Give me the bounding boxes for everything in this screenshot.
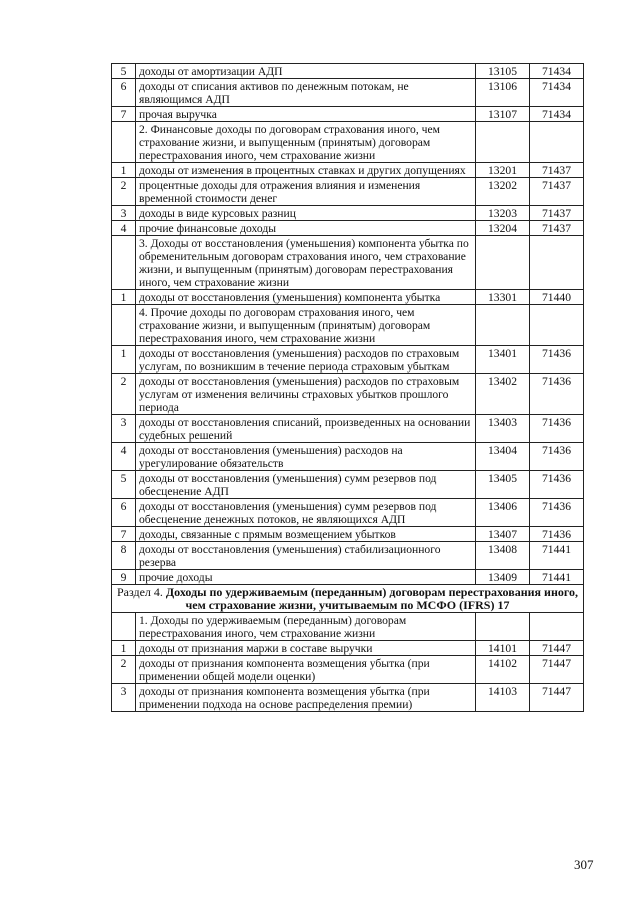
table-row xyxy=(112,305,584,346)
row-number xyxy=(112,305,136,346)
row-description: 4. Прочие доходы по договорам страхования иного, чем страхование жизни, и выпущенным (принятым) договорам перестрахования иного, чем страхование жизни xyxy=(136,305,476,346)
row-number: 2 xyxy=(112,656,136,684)
table-row xyxy=(112,79,584,107)
row-code: 13404 xyxy=(476,443,530,471)
row-number: 3 xyxy=(112,415,136,443)
row-account: 71440 xyxy=(530,290,584,305)
row-number: 1 xyxy=(112,163,136,178)
row-description: доходы от признания маржи в составе выручки xyxy=(136,641,476,656)
row-account: 71436 xyxy=(530,415,584,443)
row-number: 9 xyxy=(112,570,136,585)
accounts-table xyxy=(111,63,584,712)
row-account: 71434 xyxy=(530,107,584,122)
row-account: 71437 xyxy=(530,221,584,236)
row-description: доходы от восстановления списаний, произведенных на основании судебных решений xyxy=(136,415,476,443)
row-account: 71437 xyxy=(530,206,584,221)
section-title: Доходы по удерживаемым (переданным) договорам перестрахования иного, чем страхование жизни, учитываемым по МСФО (IFRS) 17 xyxy=(165,585,579,612)
row-number: 7 xyxy=(112,107,136,122)
table-row xyxy=(112,346,584,374)
row-description: 2. Финансовые доходы по договорам страхования иного, чем страхование жизни, и выпущенным (принятым) договорам перестрахования иного, чем страхование жизни xyxy=(136,122,476,163)
row-description: доходы от списания активов по денежным потокам, не являющимся АДП xyxy=(136,79,476,107)
row-number: 2 xyxy=(112,374,136,415)
row-number: 1 xyxy=(112,290,136,305)
row-code: 13203 xyxy=(476,206,530,221)
row-code: 13408 xyxy=(476,542,530,570)
row-number xyxy=(112,236,136,290)
row-account: 71447 xyxy=(530,641,584,656)
row-number: 6 xyxy=(112,499,136,527)
row-description: доходы от признания компонента возмещения убытка (при применении общей модели оценки) xyxy=(136,656,476,684)
row-description: доходы, связанные с прямым возмещением убытков xyxy=(136,527,476,542)
row-number: 1 xyxy=(112,641,136,656)
row-code xyxy=(476,236,530,290)
row-number: 5 xyxy=(112,64,136,79)
table-row xyxy=(112,570,584,585)
row-code: 14102 xyxy=(476,656,530,684)
row-description: доходы от амортизации АДП xyxy=(136,64,476,79)
table-row xyxy=(112,415,584,443)
row-description: 1. Доходы по удерживаемым (переданным) договорам перестрахования иного, чем страхование жизни xyxy=(136,613,476,641)
row-account: 71441 xyxy=(530,570,584,585)
row-number: 5 xyxy=(112,471,136,499)
row-account: 71436 xyxy=(530,471,584,499)
row-code: 13107 xyxy=(476,107,530,122)
table-row xyxy=(112,206,584,221)
row-code: 13301 xyxy=(476,290,530,305)
row-code: 13407 xyxy=(476,527,530,542)
row-description: доходы от восстановления (уменьшения) стабилизационного резерва xyxy=(136,542,476,570)
table-row xyxy=(112,684,584,712)
row-description: процентные доходы для отражения влияния и изменения временной стоимости денег xyxy=(136,178,476,206)
row-number: 4 xyxy=(112,443,136,471)
row-account: 71447 xyxy=(530,684,584,712)
row-account: 71436 xyxy=(530,374,584,415)
row-code: 13105 xyxy=(476,64,530,79)
row-code: 13401 xyxy=(476,346,530,374)
row-number: 2 xyxy=(112,178,136,206)
row-account xyxy=(530,236,584,290)
table-row xyxy=(112,471,584,499)
row-code: 13402 xyxy=(476,374,530,415)
row-description: доходы от восстановления (уменьшения) расходов по страховым услугам от изменения величины страховых убытков прошлого периода xyxy=(136,374,476,415)
row-code xyxy=(476,305,530,346)
row-description: доходы от изменения в процентных ставках и других допущениях xyxy=(136,163,476,178)
row-description: доходы от восстановления (уменьшения) компонента убытка xyxy=(136,290,476,305)
row-number xyxy=(112,613,136,641)
row-code xyxy=(476,122,530,163)
row-number xyxy=(112,122,136,163)
row-description: доходы от признания компонента возмещения убытка (при применении подхода на основе распределения премии) xyxy=(136,684,476,712)
row-description: прочая выручка xyxy=(136,107,476,122)
row-account: 71447 xyxy=(530,656,584,684)
table-row xyxy=(112,107,584,122)
table-row xyxy=(112,290,584,305)
row-code: 13406 xyxy=(476,499,530,527)
table-row xyxy=(112,656,584,684)
row-code: 14101 xyxy=(476,641,530,656)
table-row xyxy=(112,443,584,471)
row-account: 71441 xyxy=(530,542,584,570)
row-description: прочие доходы xyxy=(136,570,476,585)
row-code: 13202 xyxy=(476,178,530,206)
row-description: 3. Доходы от восстановления (уменьшения) компонента убытка по обременительным договорам страхования иного, чем страхование жизни, и выпущенным (принятым) договорам перестрахования иного, чем страхование жизни xyxy=(136,236,476,290)
row-code: 13403 xyxy=(476,415,530,443)
row-number: 8 xyxy=(112,542,136,570)
table-body-after-section xyxy=(112,613,584,712)
table-row xyxy=(112,236,584,290)
table-row xyxy=(112,221,584,236)
row-number: 1 xyxy=(112,346,136,374)
row-code: 14103 xyxy=(476,684,530,712)
row-account: 71436 xyxy=(530,527,584,542)
page-number: 307 xyxy=(574,857,594,872)
row-number: 6 xyxy=(112,79,136,107)
table-row xyxy=(112,499,584,527)
row-account: 71436 xyxy=(530,346,584,374)
row-code: 13106 xyxy=(476,79,530,107)
row-account xyxy=(530,122,584,163)
row-code: 13405 xyxy=(476,471,530,499)
row-account: 71437 xyxy=(530,163,584,178)
row-number: 3 xyxy=(112,684,136,712)
table-body-before-section xyxy=(112,64,584,585)
table-row xyxy=(112,374,584,415)
section-header-cell xyxy=(112,585,584,613)
section-prefix: Раздел 4. xyxy=(116,585,166,599)
table-row xyxy=(112,641,584,656)
row-code xyxy=(476,613,530,641)
table-row xyxy=(112,542,584,570)
row-code: 13409 xyxy=(476,570,530,585)
row-account: 71436 xyxy=(530,499,584,527)
table-row xyxy=(112,64,584,79)
section-header-body xyxy=(112,585,584,613)
row-description: доходы от восстановления (уменьшения) расходов по страховым услугам, по возникшим в течение периода страховым убыткам xyxy=(136,346,476,374)
row-code: 13204 xyxy=(476,221,530,236)
row-description: доходы от восстановления (уменьшения) расходов на урегулирование обязательств xyxy=(136,443,476,471)
row-account xyxy=(530,613,584,641)
row-account: 71436 xyxy=(530,443,584,471)
row-number: 4 xyxy=(112,221,136,236)
row-account: 71434 xyxy=(530,64,584,79)
row-number: 7 xyxy=(112,527,136,542)
table-row xyxy=(112,613,584,641)
row-account xyxy=(530,305,584,346)
row-account: 71437 xyxy=(530,178,584,206)
table-row xyxy=(112,178,584,206)
row-number: 3 xyxy=(112,206,136,221)
table-row xyxy=(112,122,584,163)
row-description: доходы от восстановления (уменьшения) сумм резервов под обесценение АДП xyxy=(136,471,476,499)
row-description: доходы от восстановления (уменьшения) сумм резервов под обесценение денежных потоков, не являющихся АДП xyxy=(136,499,476,527)
row-account: 71434 xyxy=(530,79,584,107)
row-code: 13201 xyxy=(476,163,530,178)
table-row xyxy=(112,163,584,178)
section-header-row xyxy=(112,585,584,613)
row-description: доходы в виде курсовых разниц xyxy=(136,206,476,221)
row-description: прочие финансовые доходы xyxy=(136,221,476,236)
table-row xyxy=(112,527,584,542)
